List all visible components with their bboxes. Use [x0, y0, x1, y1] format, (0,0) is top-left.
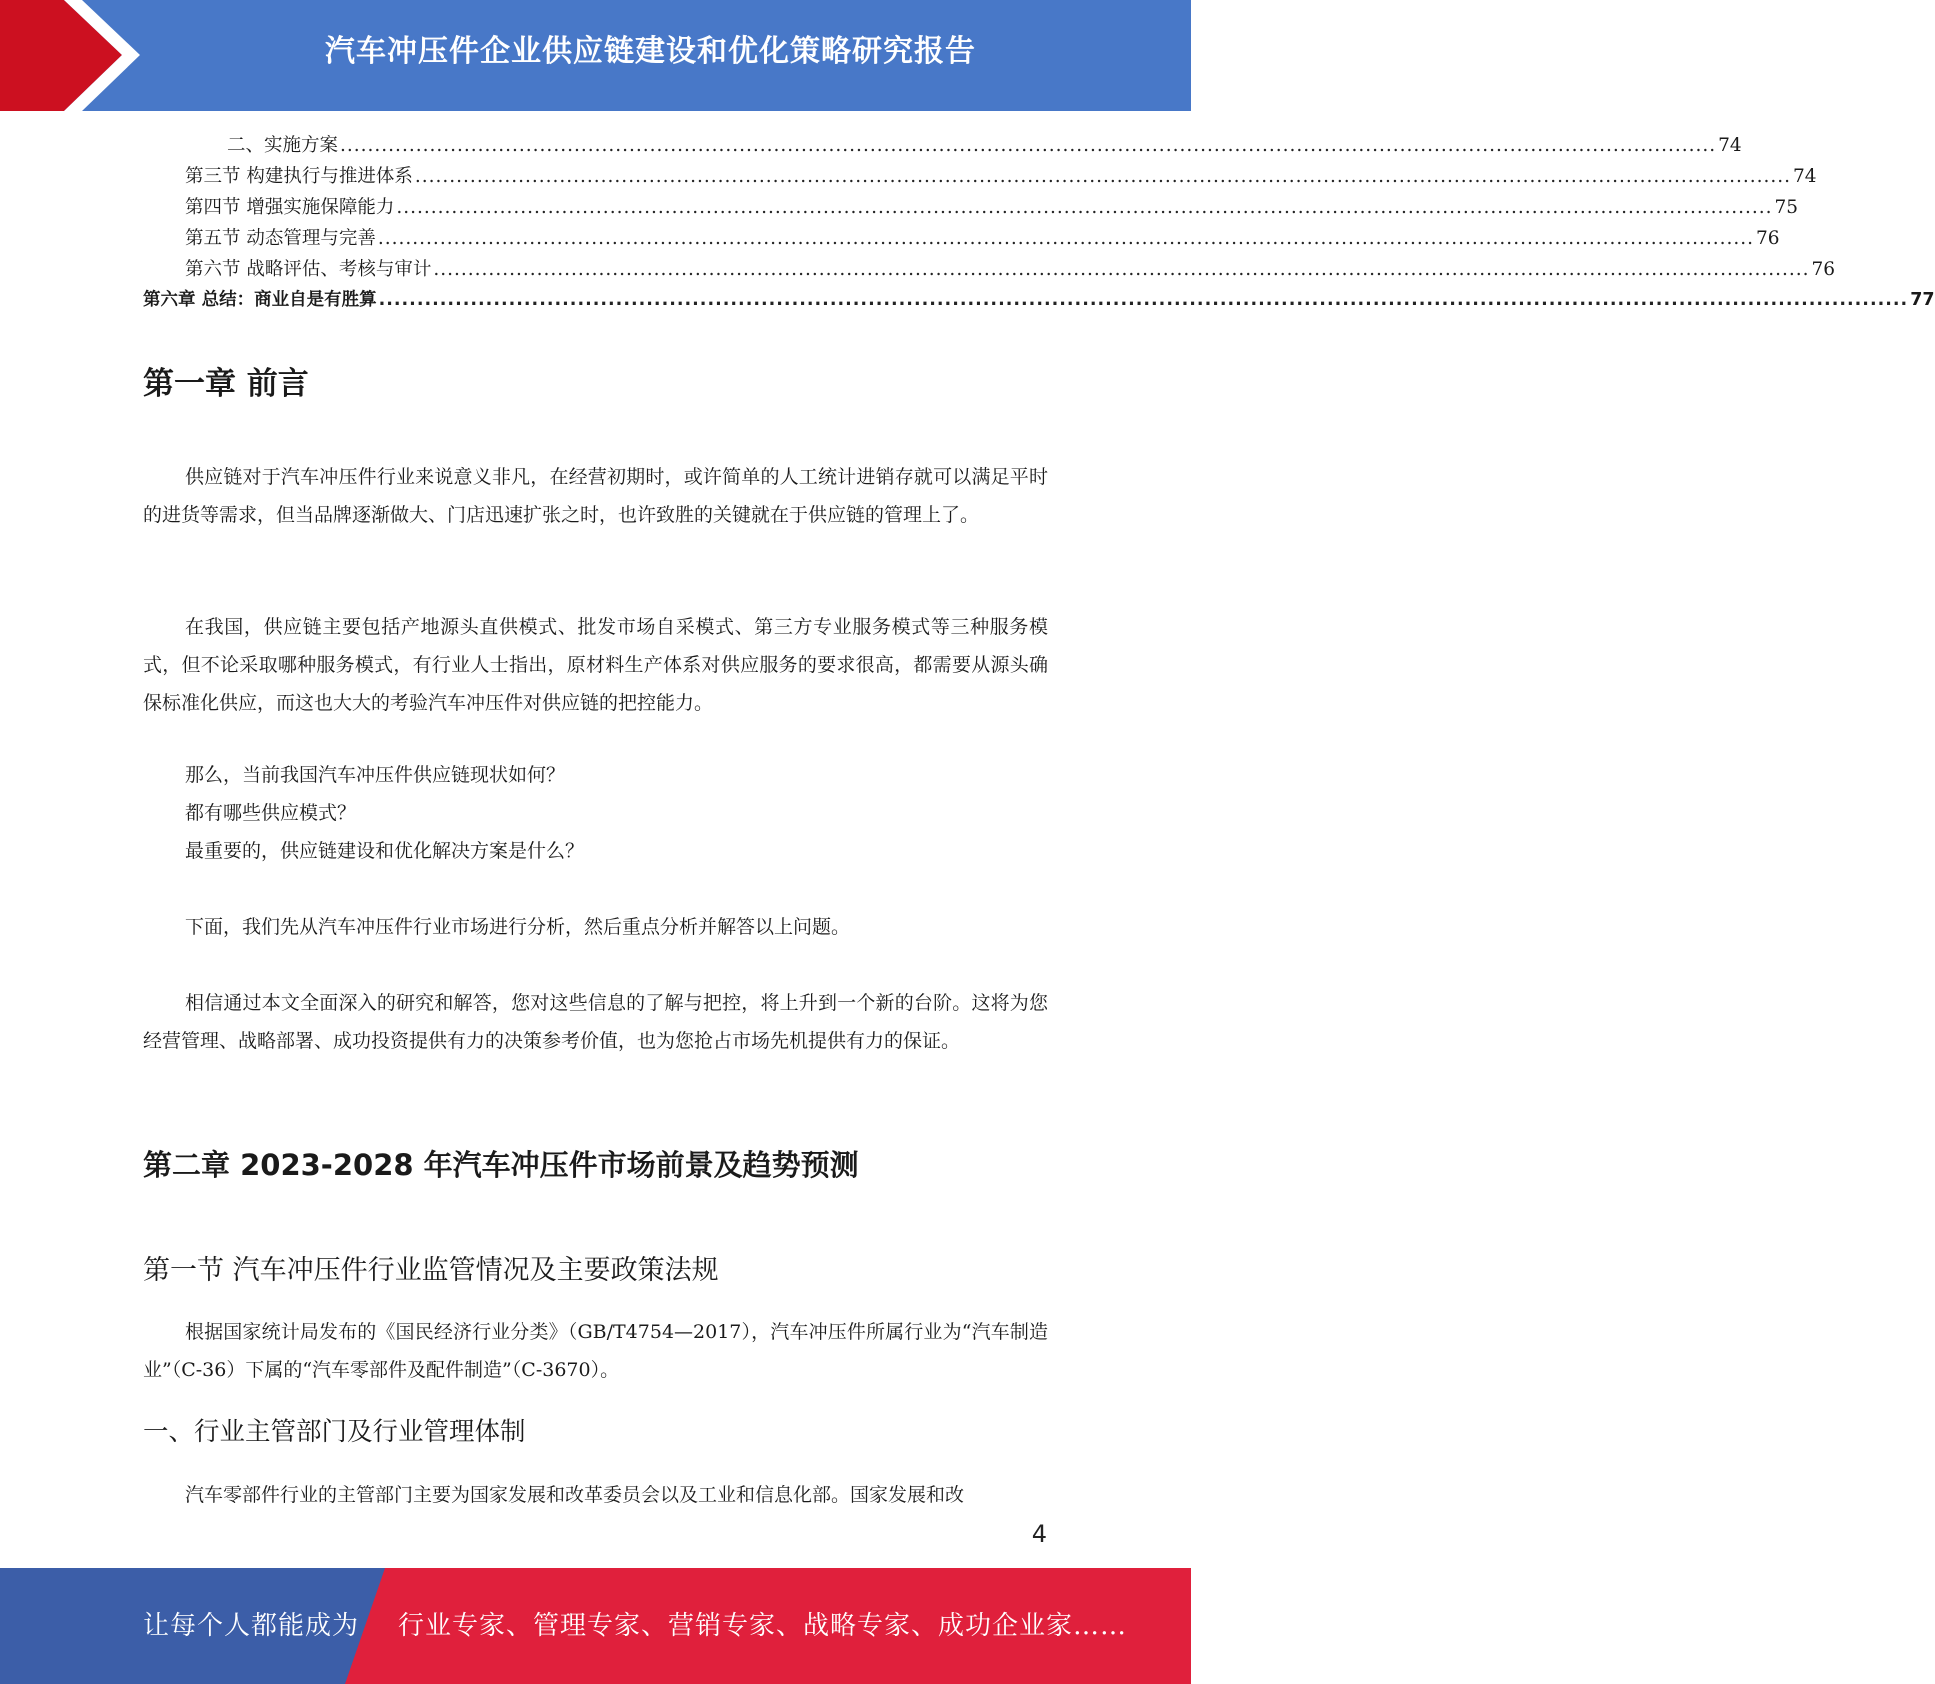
toc-entry-label: 第三节 构建执行与推进体系: [185, 166, 413, 187]
page-number: 4: [1031, 1520, 1047, 1548]
toc-entry-label: 第六节 战略评估、考核与审计: [185, 259, 432, 280]
chapter-1-paragraph: 供应链对于汽车冲压件行业来说意义非凡，在经营初期时，或许简单的人工统计进销存就可以满足平时的进货等需求，但当品牌逐渐做大、门店迅速扩张之时，也许致胜的关键就在于供应链的管理上了。: [143, 466, 1048, 526]
toc-entry-page: 75: [1774, 197, 1799, 218]
toc-entry-page: 74: [1718, 135, 1742, 156]
page-footer: [0, 1568, 1191, 1684]
toc-entry-page: 76: [1811, 259, 1836, 280]
toc-entry-chapter[interactable]: [143, 286, 1935, 317]
toc-entry[interactable]: [143, 131, 1742, 162]
footer-slogan-left: 让每个人都能成为: [143, 1611, 360, 1641]
toc-entry-page: 76: [1756, 228, 1780, 249]
toc-entry[interactable]: [143, 255, 1836, 286]
chapter-1-title: 第一章 前言: [143, 366, 309, 402]
toc-leader-dots: ........................................................................................................................................................................................................: [396, 197, 1773, 218]
toc-entry[interactable]: [143, 162, 1817, 193]
subsection-1-title: 一、行业主管部门及行业管理体制: [143, 1417, 526, 1447]
chapter-1-paragraph: 相信通过本文全面深入的研究和解答，您对这些信息的了解与把控，将上升到一个新的台阶。这将为您经营管理、战略部署、成功投资提供有力的决策参考价值，也为您抢占市场先机提供有力的保证。: [143, 992, 1048, 1052]
toc-entry-page: 77: [1910, 290, 1935, 310]
section-1-paragraph: 根据国家统计局发布的《国民经济行业分类》（GB/T4754—2017），汽车冲压件所属行业为“汽车制造业”（C-36）下属的“汽车零部件及配件制造”（C-3670）。: [143, 1321, 1048, 1381]
footer-slogan-right: 行业专家、管理专家、营销专家、战略专家、成功企业家……: [398, 1611, 1128, 1641]
toc-entry-label: 第六章 总结：商业自是有胜算: [143, 290, 377, 310]
page-header: [0, 0, 1191, 111]
toc-leader-dots: ........................................................................................................................................................................................................: [377, 228, 1755, 249]
toc-leader-dots: ........................................................................................................................................................................................................: [433, 259, 1810, 280]
table-of-contents: [143, 131, 1935, 317]
toc-leader-dots: ........................................................................................................................................................................................................: [414, 166, 1792, 187]
toc-entry-label: 第四节 增强实施保障能力: [185, 197, 395, 218]
toc-entry-label: 第五节 动态管理与完善: [185, 228, 376, 249]
chapter-2-title: 第二章 2023-2028 年汽车冲压件市场前景及趋势预测: [143, 1148, 859, 1182]
question-line: 那么，当前我国汽车冲压件供应链现状如何？: [185, 764, 566, 786]
chapter-1-paragraph: 下面，我们先从汽车冲压件行业市场进行分析，然后重点分析并解答以上问题。: [185, 916, 851, 938]
toc-leader-dots: ........................................................................................................................................................................................................: [378, 290, 1909, 310]
header-arrow-decoration: [0, 0, 160, 111]
subsection-1-paragraph: 汽车零部件行业的主管部门主要为国家发展和改革委员会以及工业和信息化部。国家发展和改: [185, 1484, 965, 1506]
toc-entry[interactable]: [143, 193, 1799, 224]
toc-entry[interactable]: [143, 224, 1780, 255]
toc-entry-label: 二、实施方案: [227, 135, 339, 156]
report-title: 汽车冲压件企业供应链建设和优化策略研究报告: [325, 34, 976, 69]
section-1-title: 第一节 汽车冲压件行业监管情况及主要政策法规: [143, 1255, 719, 1286]
question-line: 都有哪些供应模式？: [185, 802, 357, 824]
toc-entry-page: 74: [1793, 166, 1817, 187]
toc-leader-dots: ........................................................................................................................................................................................................: [340, 135, 1717, 156]
question-line: 最重要的，供应链建设和优化解决方案是什么？: [185, 840, 585, 862]
chapter-1-paragraph: 在我国，供应链主要包括产地源头直供模式、批发市场自采模式、第三方专业服务模式等三种服务模式，但不论采取哪种服务模式，有行业人士指出，原材料生产体系对供应服务的要求很高，都需要从源头确保标准化供应，而这也大大的考验汽车冲压件对供应链的把控能力。: [143, 616, 1048, 714]
